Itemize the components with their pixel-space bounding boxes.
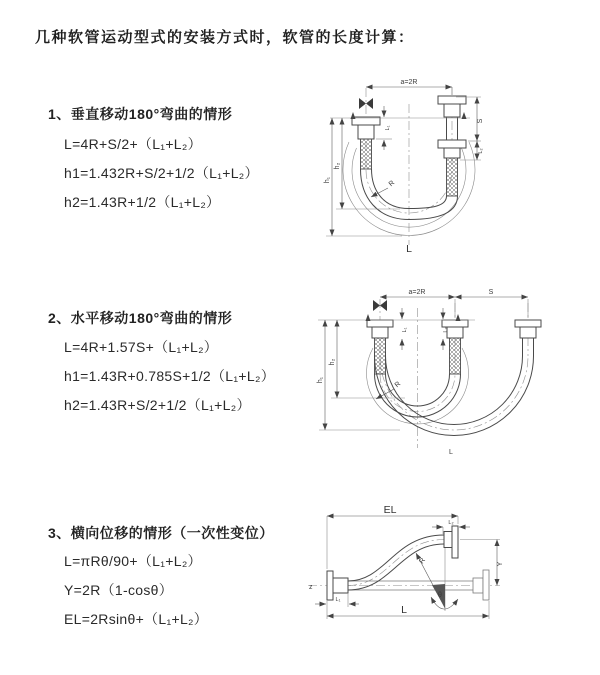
dim-label-l2: L₂ bbox=[448, 520, 454, 526]
dim-label-l: L bbox=[406, 243, 412, 255]
dim-label-h2: h₂ bbox=[329, 358, 336, 366]
dim-label-r: R bbox=[387, 179, 397, 189]
dim-label-l: L bbox=[401, 604, 407, 616]
dim-label-el: EL bbox=[383, 504, 397, 516]
dim-label-h1: h₁ bbox=[324, 176, 331, 184]
formula-el-3: EL=2Rsinθ+（L₁+L₂） bbox=[64, 611, 209, 627]
dim-label-l2: L₂ bbox=[443, 327, 449, 333]
dim-label-a2r: a=2R bbox=[408, 289, 426, 296]
braided-hose-section bbox=[450, 338, 461, 374]
section-1-heading: 1、垂直移动180°弯曲的情形 bbox=[48, 106, 233, 122]
formula-h2-1: h2=1.43R+1/2（L₁+L₂） bbox=[64, 194, 221, 210]
diagram-horizontal-180-bend bbox=[310, 283, 595, 463]
dim-label-l1: L₁ bbox=[402, 327, 408, 333]
hose-original-position bbox=[348, 570, 489, 600]
dim-label-l2: L₂ bbox=[478, 148, 484, 154]
dim-label-a2r: a=2R bbox=[400, 79, 418, 86]
diagram-vertical-180-bend bbox=[310, 72, 590, 258]
dim-label-s: S bbox=[488, 289, 494, 296]
right-fitting bbox=[438, 96, 466, 196]
dim-label-r: R bbox=[393, 380, 403, 390]
axis-mark-z: z bbox=[309, 584, 313, 591]
formula-length-3: L=πRθ/90+（L₁+L₂） bbox=[64, 553, 202, 569]
left-fitting bbox=[352, 117, 380, 169]
braided-hose-section bbox=[447, 158, 458, 196]
dimensions bbox=[315, 504, 504, 619]
dim-label-theta: θ bbox=[438, 592, 442, 599]
braided-hose-section bbox=[375, 338, 386, 374]
dim-label-h2: h₂ bbox=[334, 162, 341, 170]
page-title: 几种软管运动型式的安装方式时，软管的长度计算： bbox=[35, 29, 415, 46]
left-fitting bbox=[327, 571, 348, 600]
formula-length-2: L=4R+1.57S+（L₁+L₂） bbox=[64, 339, 219, 355]
formula-h1-1: h1=1.432R+S/2+1/2（L₁+L₂） bbox=[64, 165, 259, 181]
dim-label-l1: L₁ bbox=[385, 125, 391, 131]
formula-y-3: Y=2R（1-cosθ） bbox=[64, 582, 174, 598]
upper-fitting bbox=[444, 526, 458, 558]
formula-length-1: L=4R+S/2+（L₁+L₂） bbox=[64, 136, 202, 152]
hose-lower-wall bbox=[348, 544, 444, 590]
left-fitting bbox=[367, 320, 393, 374]
dim-label-h1: h₁ bbox=[317, 376, 324, 384]
dim-label-l: L bbox=[449, 449, 453, 456]
dim-label-r: R bbox=[418, 557, 428, 566]
dimensions bbox=[317, 289, 528, 456]
formula-h1-2: h1=1.43R+0.785S+1/2（L₁+L₂） bbox=[64, 368, 275, 384]
right-fitting-moved bbox=[515, 320, 541, 338]
dim-label-y: Y bbox=[497, 561, 504, 567]
hose-upper-wall bbox=[348, 535, 444, 581]
dim-label-s: S bbox=[477, 118, 484, 124]
braided-hose-section bbox=[361, 139, 372, 169]
formula-h2-2: h2=1.43R+S/2+1/2（L₁+L₂） bbox=[64, 397, 251, 413]
section-3-heading: 3、横向位移的情形（一次性变位） bbox=[48, 525, 274, 541]
dim-label-l1: L₁ bbox=[335, 597, 341, 603]
diagram-lateral-displacement bbox=[300, 500, 595, 650]
section-2-heading: 2、水平移动180°弯曲的情形 bbox=[48, 310, 233, 326]
